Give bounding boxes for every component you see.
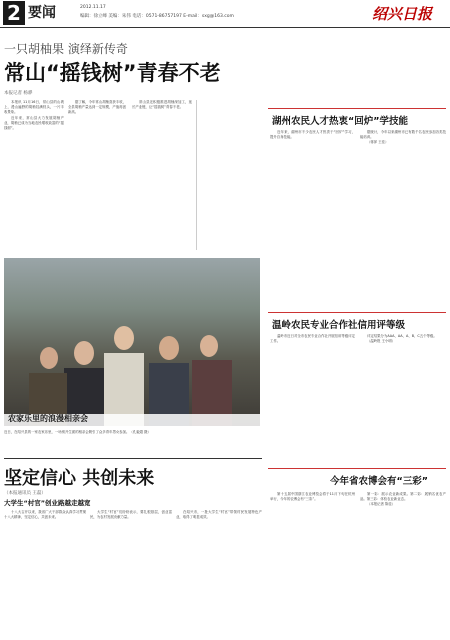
- article-column-2: [360, 130, 446, 305]
- lead-photo: [4, 258, 260, 426]
- photo-title: 农家乐里的浪漫相亲会: [8, 414, 88, 423]
- paragraph: 常山县还积极推进胡柚深加工，延长产业链，让“摇钱树”青春不老。: [132, 100, 192, 110]
- divider: [196, 100, 264, 250]
- byline: （温岭报 王小明）: [367, 339, 396, 344]
- bottom-column-3: [176, 510, 262, 638]
- photo-caption: 近日，在绍兴县的一家农家乐里，一场别开生面的相亲会吸引了众多青年男女参加。（孔毅超 摄）: [4, 430, 151, 434]
- article-column-1: [270, 334, 355, 464]
- issue-date: 2012.11.17: [80, 5, 106, 10]
- section-title: 要闻: [28, 5, 56, 21]
- paragraph: 本报讯 11月16日，常山县的山坡上，漫山遍野的胡柚挂满枝头，一片丰收景象。: [4, 100, 64, 115]
- lead-byline: 本报记者 杨骅: [4, 91, 33, 96]
- byline: （蒋萍 王佳）: [367, 140, 389, 145]
- paragraph: 十八大召开以来，我省广大干部群众认真学习贯彻十八大精神，坚定信心，共创未来。: [4, 510, 86, 520]
- paragraph: 在绍兴市，一批大学生“村官”带领村民发展特色产业，取得了明显成效。: [176, 510, 262, 520]
- bottom-headline: 坚定信心 共创未来: [4, 468, 155, 489]
- section-rule: [4, 458, 262, 459]
- paragraph: 近年来，湖州市不少农民人才热衷于“回炉”学习，提升自身技能。: [270, 130, 355, 140]
- article-column-2: [360, 492, 446, 637]
- paragraph: 据统计，今年以来湖州市已有数千名农民参加各类技能培训。: [360, 130, 446, 140]
- lead-subtitle: 一只胡柚果 演绎新传奇: [4, 42, 128, 56]
- newspaper-logo: 绍兴日报: [372, 5, 433, 23]
- lead-headline: 常山“摇钱树”青春不老: [4, 61, 221, 85]
- article-column-1: [270, 130, 355, 305]
- lead-column-1: [4, 100, 64, 250]
- paragraph: 近年来，常山县大力发展胡柚产业，胡柚已成为当地农民增收致富的“摇钱树”。: [4, 115, 64, 131]
- lead-column-2: [68, 100, 126, 250]
- byline: （本报记者 陈佳）: [367, 502, 396, 507]
- masthead: [0, 0, 450, 28]
- paragraph: 据了解，今年常山胡柚喜获丰收，全县胡柚产量达到一定规模，产值再创新高。: [68, 100, 126, 115]
- paragraph: 第十五届中国浙江农业博览会将于11月下旬在杭州举行，今年的农博会有“三彩”。: [270, 492, 355, 502]
- bottom-column-1: [4, 510, 86, 638]
- editor-info: 编辑：徐立峰 美编：朱伟 电话：0571-86757197 E-mail：sxg@163.com: [80, 14, 234, 19]
- paragraph: 大学生“村官”们纷纷表示，要扎根基层，创业富民，为农村发展贡献力量。: [90, 510, 172, 520]
- section-rule: [268, 312, 446, 313]
- paragraph: 评定结果分为AAA、AA、A、B、C五个等级。: [367, 334, 437, 338]
- paragraph: 温岭市近日对全市农民专业合作社开展信用等级评定工作。: [270, 334, 355, 344]
- article-column-2: [360, 334, 446, 464]
- article-column-1: [270, 492, 355, 637]
- article-title: 温岭农民专业合作社信用评等级: [272, 320, 406, 331]
- page-number: 2: [3, 1, 25, 25]
- divider: [263, 258, 265, 426]
- article-title: 今年省农博会有“三彩”: [330, 476, 428, 487]
- section-rule: [268, 468, 446, 469]
- crowd-figures-image: [4, 258, 260, 426]
- bottom-column-2: [90, 510, 172, 638]
- paragraph: 第一彩：展示农业新成果。第二彩：展销名优农产品。第三彩：体验农业新业态。: [360, 492, 446, 502]
- bottom-subtitle: 大学生“村官”创业路越走越宽: [4, 499, 91, 507]
- bottom-byline: （本报通讯员 王磊）: [4, 491, 46, 496]
- section-rule: [268, 108, 446, 109]
- article-title: 湖州农民人才热衷“回炉”学技能: [272, 116, 408, 127]
- lead-column-3: [132, 100, 192, 250]
